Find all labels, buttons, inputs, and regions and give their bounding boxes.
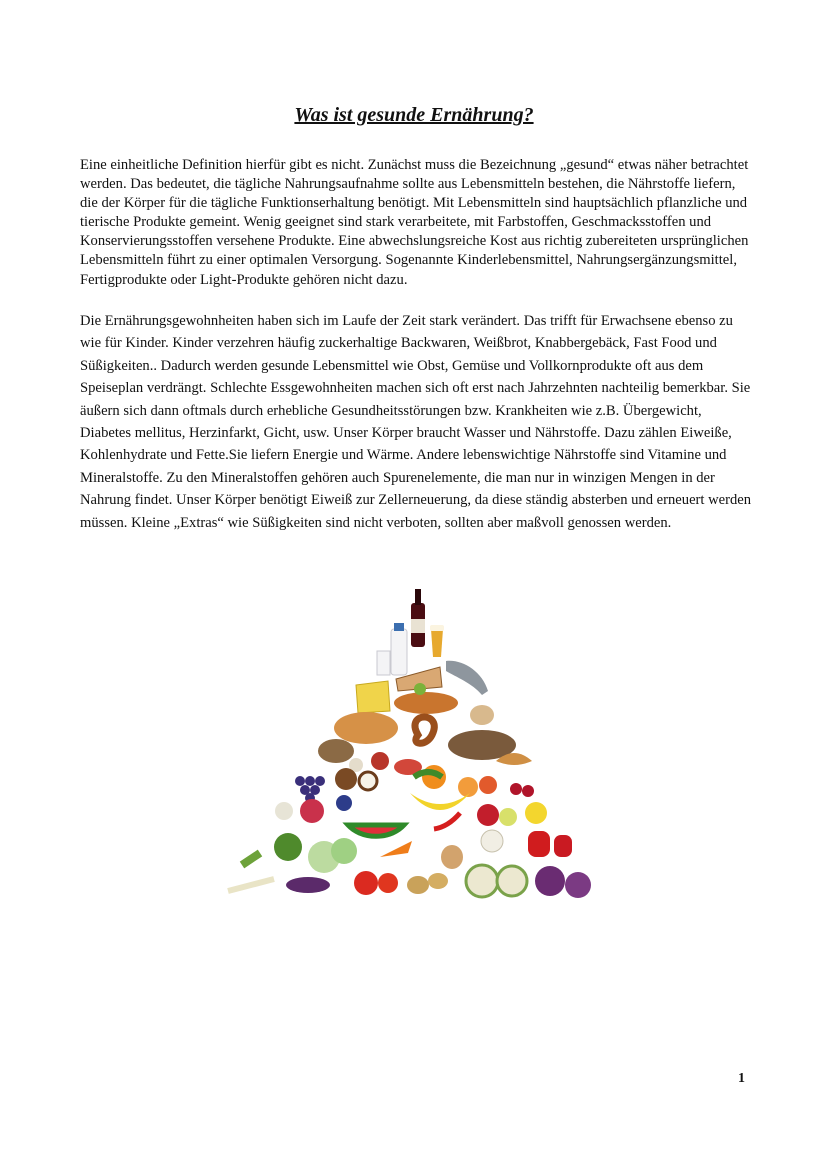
tomato-icon — [354, 871, 378, 895]
blueberries-icon — [336, 795, 352, 811]
apple-icon — [477, 804, 499, 826]
eggplant-icon — [286, 877, 330, 893]
beer-glass-icon — [430, 625, 444, 657]
cauliflower-icon — [466, 865, 498, 897]
grapes-icon — [295, 776, 325, 803]
cherries-icon — [510, 783, 522, 795]
red-pepper-icon — [528, 831, 550, 857]
schnitzel-icon — [394, 692, 458, 714]
potato-icon — [407, 876, 429, 894]
paragraph-definition: Eine einheitliche Definition hierfür gibt es nicht. Zunächst muss die Bezeichnung „gesund“ etwas näher betrachtet werden. Das bedeutet, die tägliche Nahrungsaufnahme sollte aus Lebensmitteln bestehen, die Nährstoffe liefern, die der Körper für die tägliche Funktionserhaltung benötigt. Mit Lebensmitteln sind hauptsächlich pflanzliche und tierische Produkte gemeint. Wenig geeignet sind stark verarbeitete, mit Farbstoffen, Geschmacksstoffen und Konservierungsstoffen versehene Produkte. Eine abwechslungsreiche Kost aus richtig zubereiteten ursprünglichen Lebensmitteln führt zu einer optimalen Versorgung. Sogenannte Kinderlebensmittel, Nahrungsergänzungsmittel, Fertigprodukte oder Light-Produkte gehören nicht dazu. — [80, 157, 749, 288]
bananas-icon — [410, 793, 470, 810]
watermelon-icon — [348, 825, 404, 836]
broccoli-icon — [274, 833, 302, 861]
pomegranate-icon — [300, 799, 324, 823]
garlic-icon — [481, 830, 503, 852]
fish-icon — [446, 661, 488, 695]
onion-icon — [441, 845, 463, 869]
asparagus-icon — [228, 879, 274, 891]
orange-icon — [422, 765, 446, 789]
chili-icon — [434, 813, 460, 829]
egg-icon — [470, 705, 494, 725]
paragraph-habits: Die Ernährungsgewohnheiten haben sich im Laufe der Zeit stark verändert. Das trifft für Erwachsene ebenso zu wie für Kinder. Kinder verzehren häufig zuckerhaltige Backwaren, Weißbrot, Knabbergebäck, Fast Food und Süßigkeiten.. Dadurch werden gesunde Lebensmittel wie Obst, Gemüse und Vollkornprodukte oft aus dem Speiseplan verdrängt. Schlechte Essgewohnheiten machen sich oft erst nach Jahrzehnten nachteilig bemerkbar. Sie äußern sich dann oftmals durch erhebliche Gesundheitsstörungen bzw. Krankheiten wie z.B. Übergewicht, Diabetes mellitus, Herzinfarkt, Gicht, usw. Unser Körper braucht Wasser und Nährstoffe. Dazu zählen Eiweiße, Kohlenhydrate und Fette.Sie liefern Energie und Wärme. Andere lebenswichtige Nährstoffe sind Vitamine und Mineralstoffe. Zu den Mineralstoffen gehören auch Spurenelemente, die man nur in winzigen Mengen in der Nahrung findet. Unser Körper benötigt Eiweiß zur Zellerneuerung, da diese ständig absterben und erneuert werden müssen. Kleine „Extras“ wie Süßigkeiten sind nicht verboten, sollten aber maßvoll genossen werden. — [80, 313, 752, 531]
apricot-icon — [458, 777, 478, 797]
red-cabbage-icon — [535, 866, 565, 896]
page-number: 1 — [738, 1071, 745, 1086]
wine-bottle-icon — [411, 589, 425, 647]
milk-bottle-icon — [377, 623, 407, 675]
rye-bread-icon — [318, 739, 354, 763]
document-title: Was ist gesunde Ernährung? — [294, 104, 534, 126]
cheese-icon — [356, 681, 390, 713]
bread-icon — [334, 712, 398, 744]
carrot-icon — [380, 841, 412, 857]
coconut-icon — [335, 768, 357, 790]
pretzel-icon — [415, 717, 434, 743]
food-pyramid-image — [220, 585, 610, 905]
lemon-icon — [525, 802, 547, 824]
